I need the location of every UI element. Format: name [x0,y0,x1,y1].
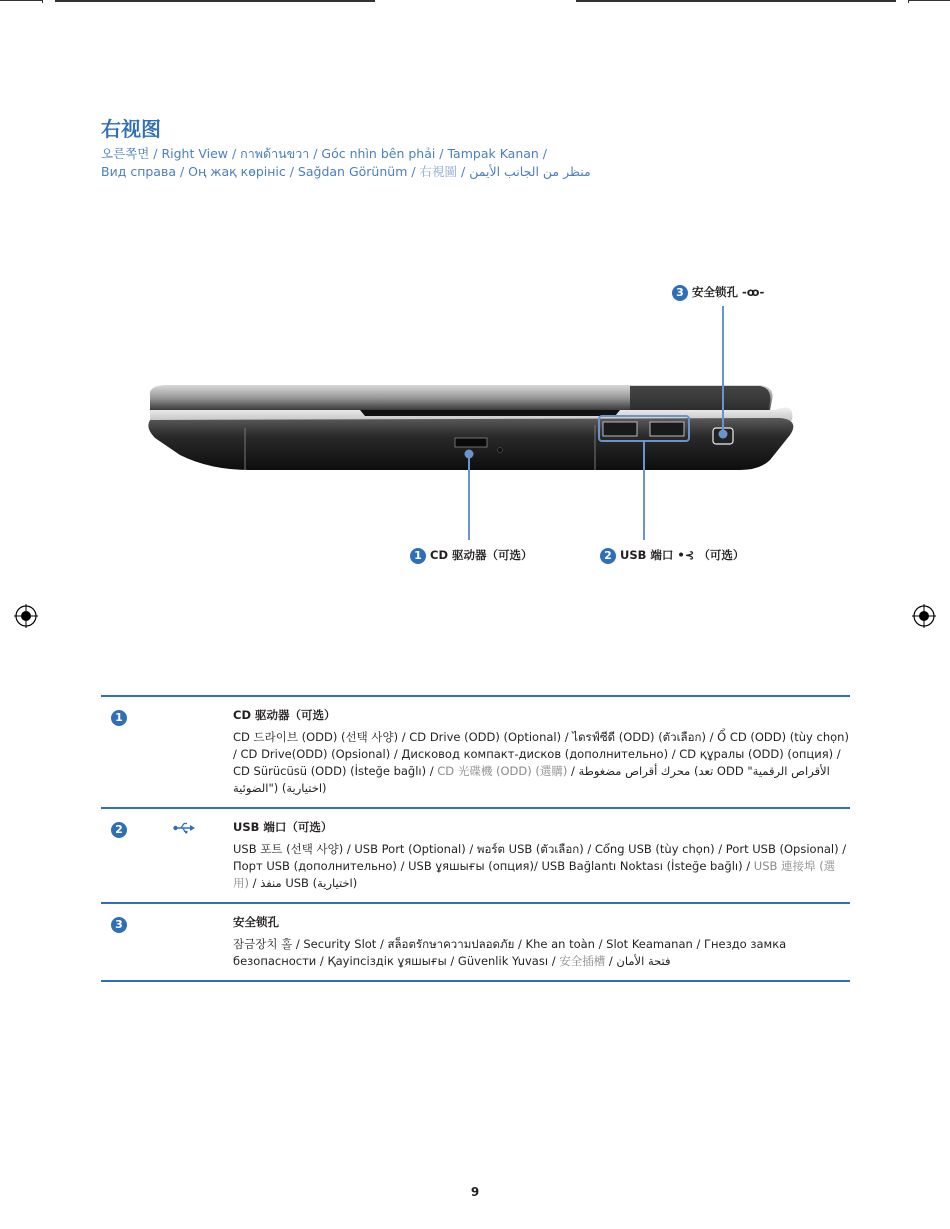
subtitle-line-1: 오른쪽면 / Right View / กาพด้านขวา / Góc nhìn bên phải / Tampak Kanan / [101,146,548,161]
component-legend-table [101,695,850,982]
crop-mark [576,0,896,2]
legend-heading: CD 驱动器（可选） [233,708,336,722]
legend-description-main: USB 포트 (선택 사양) / USB Port (Optional) / พอร์ต USB (ตัวเลือก) / Cổng USB (tùy chọn) / Port USB (Opsional) / Порт USB (дополнительно) / USB ұяшығы (опция)/ USB Bağlantı Noktası (İsteğe bağlı) / [233,842,847,873]
legend-description [233,729,850,797]
legend-heading: USB 端口（可选） [233,820,333,834]
crop-mark [908,0,909,3]
registration-mark-icon [14,604,38,628]
legend-description-gray: USB 連接埠 (選用) [233,859,836,890]
legend-heading: 安全锁孔 [233,915,279,929]
legend-number: 2 [111,822,127,838]
callout-label: CD 驱动器（可选） [430,548,533,562]
legend-description-main: 잠금장치 홀 / Security Slot / สล็อตรักษาความปลอดภัย / Khe an toàn / Slot Keamanan / Гнездо замка безопасности / Қауіпсіздік ұяшығы / Güvenlik Yuvası / [233,937,787,968]
legend-number: 3 [111,917,127,933]
crop-mark [55,0,375,2]
registration-mark-icon [912,604,936,628]
callout-label: USB 端口 •⊰ （可选） [620,548,745,562]
table-row [101,696,850,808]
legend-description-main: CD 드라이브 (ODD) (선택 사양) / CD Drive (ODD) (Optional) / ไดรฟ์ซีดี (ODD) (ตัวเลือก) / Ổ CD (ODD) (tùy chọn) / CD Drive(ODD) (Opsional) / Дисковод компакт-дисков (дополнительно) / CD құралы (ODD) (опция) / CD Sürücüsü (ODD) (İsteğe bağlı) / [233,730,849,778]
legend-description [233,841,850,892]
legend-number: 1 [111,710,127,726]
callout-usb-port [600,547,744,564]
subtitle-line-2 [101,163,661,181]
crop-mark [908,0,950,1]
callout-label: 安全锁孔 -ꝏ- [692,285,765,299]
page-title: 右视图 [101,117,161,141]
legend-description-end: / محرك أقراص مضغوطة (تعد ODD "الأقراص الرقمية الضوئية") (اختيارية) [233,764,830,795]
legend-description-end: / منفذ USB (اختيارية) [249,876,358,890]
legend-description-gray: 安全插槽 [559,954,606,968]
usb-icon [173,822,195,834]
subtitle-line-2-gray: 右視圖 [419,164,458,179]
crop-mark [0,0,42,1]
legend-description [233,936,850,970]
subtitle-line-2-end: / منظر من الجانب الأيمن [457,164,591,179]
callout-number: 3 [672,285,688,301]
callout-cd-drive [410,547,533,564]
legend-description-gray: CD 光碟機 (ODD) (選購) [437,764,568,778]
page-subtitle [101,145,661,181]
page-number: 9 [470,1185,480,1199]
table-row [101,808,850,903]
callout-number: 2 [600,548,616,564]
callout-number: 1 [410,548,426,564]
table-row [101,903,850,981]
legend-description-end: / فتحة الأمان [605,954,671,968]
crop-mark [42,0,43,3]
laptop-right-side-illustration [0,270,950,580]
subtitle-line-2-main: Вид справа / Оң жақ көрініс / Sağdan Görünüm / [101,164,420,179]
callout-security-slot [672,284,764,301]
